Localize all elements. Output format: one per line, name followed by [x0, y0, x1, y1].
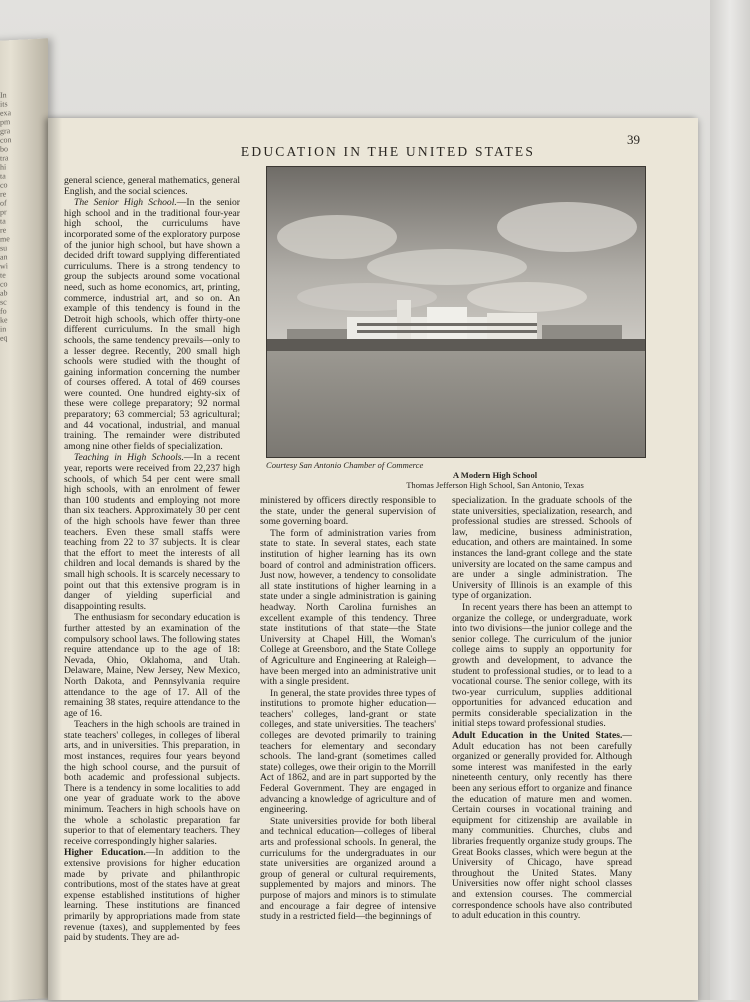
left-page-fragment: bo: [0, 144, 8, 154]
left-page-fragment: ab: [0, 288, 8, 298]
left-facing-page: [0, 38, 48, 1002]
left-page-fragment: me: [0, 234, 10, 244]
paragraph: [64, 848, 240, 943]
left-page-fragment: gra: [0, 126, 11, 136]
paragraph: In general, the state provides three types of institutions to promote higher education—teachers' colleges, land-grant or state colleges, and state universities. The teachers' colleges are devoted primarily to training teachers for elementary and secondary schools. The land-grant (sometimes called state) colleges, owe their origin to the Morrill Act of 1862, and are in part supported by the Federal Government. They are engaged in advancing a knowledge of agriculture and of engineering.: [260, 687, 436, 816]
left-page-fragment: of: [0, 198, 7, 208]
paragraph: specialization. In the graduate schools of the state universities, specialization, research, and professional studies are stressed. Schools of law, medicine, business administration, education, and others are maintained. In some instances the land-grant college and the state university are located on the same campus and are under a single administration. The University of Illinois is an example of this type of organization.: [452, 495, 632, 602]
photo-caption: [266, 460, 644, 490]
caption-title: A Modern High School: [452, 470, 538, 480]
left-page-fragment: te: [0, 270, 6, 280]
section-heading: Adult Education in the United States.: [452, 730, 623, 742]
high-school-photo: [266, 166, 646, 458]
paragraph: State universities provide for both liberal and technical education—colleges of liberal arts and professional schools. In general, the curriculums for the undergraduates in our state universities are organized around a group of general or cultural requirements, supplemented by majors and minors. The purpose of majors and minors is to stimulate and encourage a fair degree of intensive study in a restricted field—the beginnings of: [260, 815, 436, 923]
left-page-fragment: con: [0, 135, 12, 145]
left-page-fragment: pr: [0, 207, 7, 217]
paragraph-text: —In the senior high school and in the traditional four-year high school, the curriculums have incorporated some of the exploratory purpose of the junior high school, but have shown a decided drift toward supplying differentiated curriculums. There is a strong tendency to group the subjects around some vocational need, such as home economics, art, printing, commerce, industrial art, and so on. An example of this tendency is found in the Detroit high schools, which offer thirty-one different curriculums. In the small high schools, the same tendency prevails—only to a lesser degree. Recently, 200 small high schools were studied with the thought of gaining information concerning the number of courses offered. A total of 469 courses were counted. One hundred eighty-six of these were college preparatory; 92 normal preparatory; 63 commercial; 53 agricultural; and 44 vocational, industrial, and manual training. The remainder were distributed among nine other fields of specialization.: [64, 197, 240, 452]
cloud: [497, 202, 637, 252]
paragraph: Teachers in the high schools are trained in state teachers' colleges, in colleges of liberal arts, and in universities. This preparation, in most instances, requires four years beyond the high school course, and the pursuit of both academic and professional subjects. There is a tendency in some localities to add one year of graduate work to the above minimum. Teachers in high schools have on the whole a scholastic preparation far superior to that of elementary teachers. They receive correspondingly higher salaries.: [64, 719, 240, 847]
left-page-fragment: in: [0, 324, 7, 334]
paragraph: ministered by officers directly responsible to the state, under the general supervision of some governing board.: [260, 495, 436, 528]
page-number: 39: [627, 132, 640, 147]
left-page-fragment: re: [0, 225, 7, 235]
paragraph: The form of administration varies from state to state. In several states, each state institution of higher learning has its own board of control and administration officers. Just now, however, a tendency to consolidate all state institutions of higher learning in a state under a single administration is gaining headway. North Carolina furnishes an excellent example of this tendency. Three state institutions of that state—the State University at Chapel Hill, the Woman's College at Greensboro, and the State College of Agriculture and Engineering at Raleigh—have been merged into an administrative unit with a single president.: [260, 527, 436, 688]
section-heading: The Senior High School.: [74, 197, 177, 209]
paragraph: The enthusiasm for secondary education is further attested by an examination of the compulsory school laws. The following states require attendance up to the age of 18: Nevada, Ohio, Oklahoma, and Utah. Delaware, Maine, New Jersey, New Mexico, North Dakota, and Pennsylvania require attendance to the age of 17. All of the remaining 38 states, require attendance to the age of 16.: [64, 612, 240, 719]
section-heading: Teaching in High Schools.: [74, 452, 184, 464]
left-page-fragment: pm: [0, 117, 11, 127]
paragraph: [452, 731, 632, 922]
text-column-1: [64, 176, 240, 945]
photo-credit: Courtesy San Antonio Chamber of Commerce: [266, 460, 424, 470]
book-page: [48, 118, 698, 1000]
paragraph-text: —In a recent year, reports were received from 22,237 high schools, of which 54 per cent were small high schools, with an enrolment of fewer than 100 students and employing not more than six teachers. Approximately 30 per cent of the high schools have fewer than three teachers. Even these small staffs were teaching from 22 to 37 subjects. It is clear that the effort to meet the interests of all children and local demands is shared by the small high schools. It is scarcely necessary to point out that this extensive program is in danger of yielding superficial and disappointing results.: [64, 452, 240, 612]
left-page-fragment: fo: [0, 306, 7, 316]
left-page-fragment: ke: [0, 315, 8, 325]
field: [267, 351, 645, 457]
text-column-2: [260, 496, 436, 924]
caption-subtitle: Thomas Jefferson High School, San Antonio, Texas: [406, 480, 584, 490]
left-page-text-fragments: [0, 88, 44, 342]
tree-line: [267, 339, 645, 351]
left-page-fragment: co: [0, 279, 8, 289]
left-page-fragment: exa: [0, 108, 12, 118]
running-head: EDUCATION IN THE UNITED STATES: [240, 144, 536, 159]
gutter-shadow: [48, 118, 62, 1000]
left-page-fragment: co: [0, 180, 8, 190]
left-page-fragment: re: [0, 189, 7, 199]
paragraph: [64, 453, 240, 612]
left-page-fragment: eq: [0, 333, 8, 343]
left-page-fragment: In: [0, 90, 7, 100]
left-page-fragment: an: [0, 252, 8, 262]
paragraph: general science, general mathematics, general English, and the social sciences.: [64, 175, 240, 197]
cloud: [467, 282, 587, 312]
left-page-fragment: su: [0, 243, 8, 253]
cloud: [277, 215, 397, 259]
cloud: [367, 249, 527, 285]
paragraph-text: —In addition to the extensive provisions for higher education made by private and philanthropic contributions, most of the states have at great expense established institutions of higher learning. These institutions are financed primarily by appropriations made from state revenue (taxes), and supplemented by fees paid by students. They are ad-: [64, 847, 240, 944]
paragraph: In recent years there has been an attempt to organize the college, or undergraduate, work into two divisions—the junior college and the senior college. The curriculum of the junior college aims to supply an opportunity for growth and development, to advance the student to professional studies, or to lead to a vocational course. The senior college, with its two-year curriculum, supplies additional opportunities for advanced education and permits considerable specialization in the initial steps toward professional studies.: [452, 601, 632, 730]
left-page-fragment: hi: [0, 162, 7, 172]
left-page-fragment: wi: [0, 261, 8, 271]
left-page-fragment: ta: [0, 216, 6, 226]
left-page-fragment: tra: [0, 153, 9, 163]
left-page-fragment: sc: [0, 297, 7, 307]
paragraph-text: —Adult education has not been carefully organized or generally provided for. Although some interest was manifested in the early nineteenth century, only recently has there been any serious effort to organize and finance the education of mature men and women. Certain courses in vocational training and equipment for citizenship are available in many communities. Churches, clubs and libraries frequently organize study groups. The Great Books classes, which were begun at the University of Chicago, have spread throughout the United States. Many Universities now offer night school classes and extension courses. The commercial correspondence schools have also contributed to adult education in this country.: [452, 730, 632, 922]
section-heading: Higher Education.: [64, 847, 146, 859]
left-page-fragment: its: [0, 99, 8, 109]
left-page-fragment: ta: [0, 171, 6, 181]
paragraph: [64, 198, 240, 452]
cloud: [297, 283, 437, 311]
text-column-3: [452, 496, 632, 923]
right-edge-surface: [710, 0, 750, 1000]
